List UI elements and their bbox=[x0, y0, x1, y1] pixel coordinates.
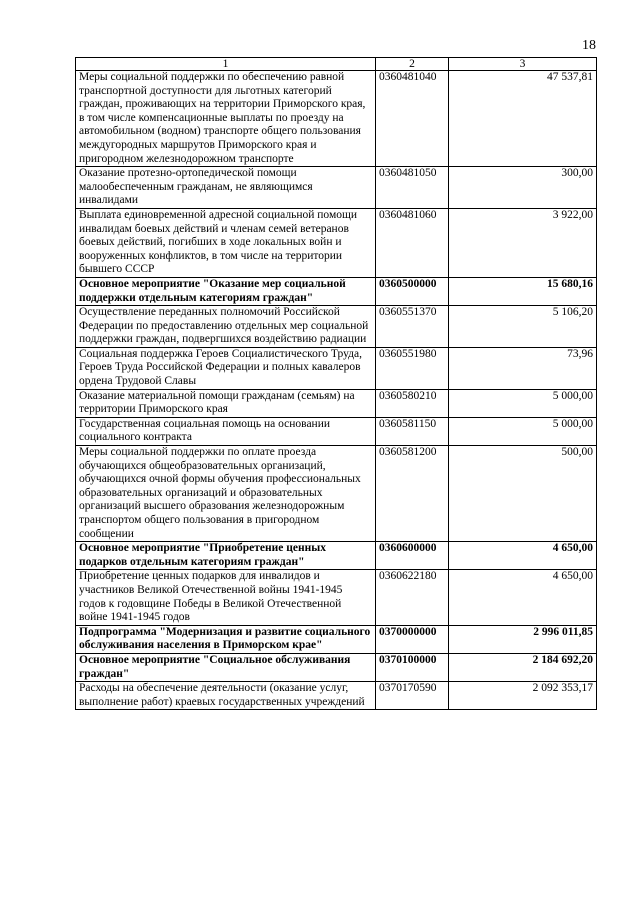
row-amount: 4 650,00 bbox=[449, 570, 597, 625]
row-name: Оказание протезно-ортопедической помощи малообеспеченным гражданам, не являющимся инвалидами bbox=[76, 167, 376, 209]
row-name: Социальная поддержка Героев Социалистического Труда, Героев Труда Российской Федерации и полных кавалеров ордена Трудовой Славы bbox=[76, 347, 376, 389]
table-row bbox=[76, 446, 597, 542]
row-name: Подпрограмма "Модернизация и развитие социального обслуживания населения в Приморском крае" bbox=[76, 625, 376, 653]
page-number: 18 bbox=[582, 38, 596, 53]
table-row-bold bbox=[76, 277, 597, 305]
row-amount: 5 106,20 bbox=[449, 306, 597, 348]
row-code: 0360481050 bbox=[376, 167, 449, 209]
row-amount: 500,00 bbox=[449, 446, 597, 542]
table-row bbox=[76, 71, 597, 167]
table-row bbox=[76, 682, 597, 710]
row-code: 0360500000 bbox=[376, 277, 449, 305]
row-name: Осуществление переданных полномочий Российской Федерации по предоставлению отдельных мер социальной поддержки граждан, подвергшихся воздействию радиации bbox=[76, 306, 376, 348]
row-amount: 3 922,00 bbox=[449, 208, 597, 277]
table-row bbox=[76, 306, 597, 348]
row-code: 0360481060 bbox=[376, 208, 449, 277]
row-amount: 5 000,00 bbox=[449, 389, 597, 417]
row-amount: 73,96 bbox=[449, 347, 597, 389]
row-code: 0360580210 bbox=[376, 389, 449, 417]
row-name: Меры социальной поддержки по оплате проезда обучающихся общеобразовательных организаций, обучающихся очной формы обучения профессиональных образовательных организаций и образовательных организаций высшего образования железнодорожным транспортом общего пользования в пригородном сообщении bbox=[76, 446, 376, 542]
row-code: 0370100000 bbox=[376, 653, 449, 681]
row-code: 0360481040 bbox=[376, 71, 449, 167]
row-name: Выплата единовременной адресной социальной помощи инвалидам боевых действий и членам семей ветеранов боевых действий, погибших в ходе локальных войн и вооруженных конфликтов, в том числе на территории бывшего СССР bbox=[76, 208, 376, 277]
table-row bbox=[76, 347, 597, 389]
row-name: Расходы на обеспечение деятельности (оказание услуг, выполнение работ) краевых государственных учреждений bbox=[76, 682, 376, 710]
row-code: 0370170590 bbox=[376, 682, 449, 710]
row-code: 0370000000 bbox=[376, 625, 449, 653]
table-row bbox=[76, 208, 597, 277]
row-name: Приобретение ценных подарков для инвалидов и участников Великой Отечественной войны 1941-1945 годов к годовщине Победы в Великой Отечественной войне 1941-1945 годов bbox=[76, 570, 376, 625]
table-row bbox=[76, 389, 597, 417]
table-row bbox=[76, 417, 597, 445]
row-name: Оказание материальной помощи гражданам (семьям) на территории Приморского края bbox=[76, 389, 376, 417]
row-code: 0360581200 bbox=[376, 446, 449, 542]
table-row-bold bbox=[76, 542, 597, 570]
column-header-1: 1 bbox=[76, 58, 376, 71]
row-amount: 15 680,16 bbox=[449, 277, 597, 305]
row-code: 0360551370 bbox=[376, 306, 449, 348]
row-code: 0360551980 bbox=[376, 347, 449, 389]
row-amount: 300,00 bbox=[449, 167, 597, 209]
column-header-3: 3 bbox=[449, 58, 597, 71]
row-name: Государственная социальная помощь на основании социального контракта bbox=[76, 417, 376, 445]
table-row bbox=[76, 167, 597, 209]
table-row-bold bbox=[76, 653, 597, 681]
row-name: Основное мероприятие "Оказание мер социальной поддержки отдельным категориям граждан" bbox=[76, 277, 376, 305]
row-amount: 5 000,00 bbox=[449, 417, 597, 445]
row-amount: 2 092 353,17 bbox=[449, 682, 597, 710]
row-code: 0360581150 bbox=[376, 417, 449, 445]
row-amount: 47 537,81 bbox=[449, 71, 597, 167]
row-amount: 2 996 011,85 bbox=[449, 625, 597, 653]
row-name: Основное мероприятие "Приобретение ценных подарков отдельным категориям граждан" bbox=[76, 542, 376, 570]
column-header-2: 2 bbox=[376, 58, 449, 71]
row-name: Меры социальной поддержки по обеспечению равной транспортной доступности для льготных категорий граждан, проживающих на территории Приморского края, в том числе компенсационные выплаты по проезду на автомобильном (водном) транспорте общего пользования междугородных маршрутов Приморского края и пригородном железнодорожном транспорте bbox=[76, 71, 376, 167]
table-row bbox=[76, 570, 597, 625]
row-name: Основное мероприятие "Социальное обслуживания граждан" bbox=[76, 653, 376, 681]
budget-table bbox=[75, 57, 597, 710]
row-code: 0360622180 bbox=[376, 570, 449, 625]
row-amount: 4 650,00 bbox=[449, 542, 597, 570]
row-amount: 2 184 692,20 bbox=[449, 653, 597, 681]
row-code: 0360600000 bbox=[376, 542, 449, 570]
header-row bbox=[76, 58, 597, 71]
table-row-bold bbox=[76, 625, 597, 653]
